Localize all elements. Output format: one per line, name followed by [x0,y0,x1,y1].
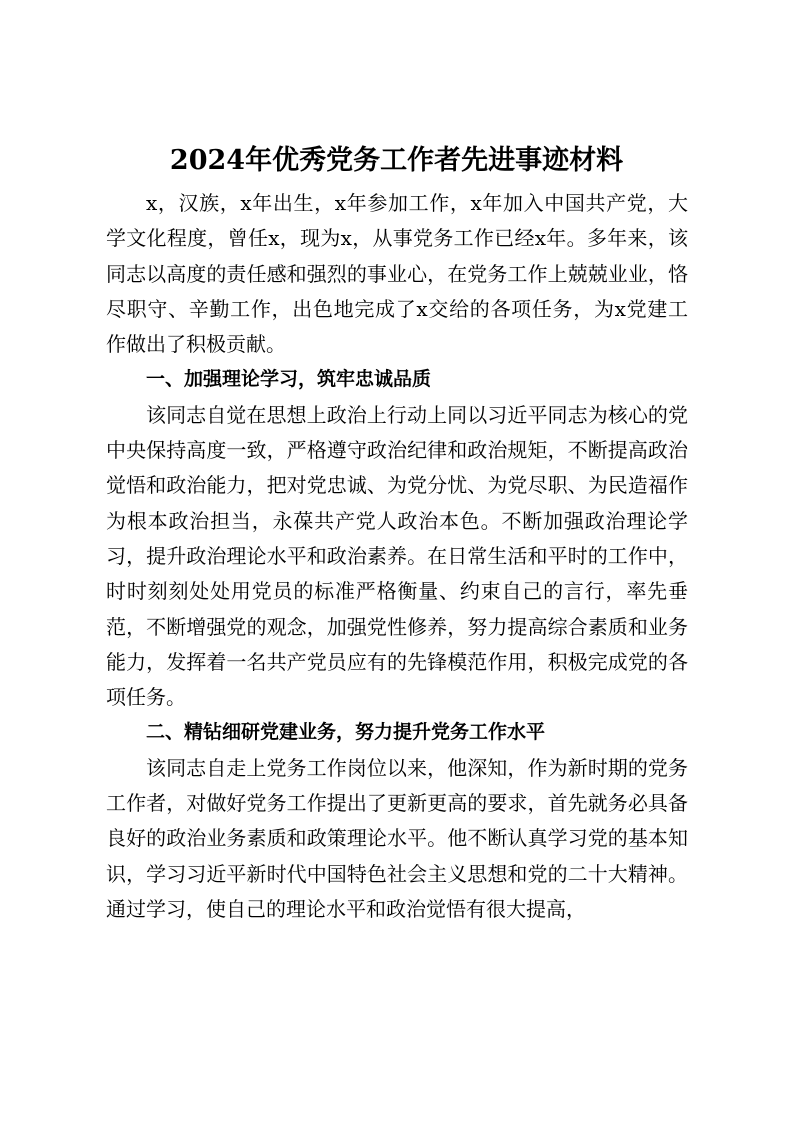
section-1-heading: 一、加强理论学习，筑牢忠诚品质 [146,368,432,391]
document-body [106,186,688,927]
document-title: 2024年优秀党务工作者先进事迹材料 [169,145,624,176]
section-2-heading: 二、精钻细研党建业务，努力提升党务工作水平 [146,721,546,744]
section-2-paragraph: 该同志自走上党务工作岗位以来，他深知，作为新时期的党务工作者，对做好党务工作提出了更新更高的要求，首先就务必具备良好的政治业务素质和政策理论水平。他不断认真学习党的基本知识，学习习近平新时代中国特色社会主义思想和党的二十大精神。通过学习，使自己的理论水平和政治觉悟有很大提高， [106,755,688,921]
section-1-paragraph: 该同志自觉在思想上政治上行动上同以习近平同志为核心的党中央保持高度一致，严格遵守政治纪律和政治规矩，不断提高政治觉悟和政治能力，把对党忠诚、为党分忧、为党尽职、为民造福作为根本政治担当，永葆共产党人政治本色。不断加强政治理论学习，提升政治理论水平和政治素养。在日常生活和平时的工作中，时时刻刻处处用党员的标准严格衡量、约束自己的言行，率先垂范，不断增强党的观念，加强党性修养，努力提高综合素质和业务能力，发挥着一名共产党员应有的先锋模范作用，积极完成党的各项任务。 [106,402,688,710]
intro-paragraph: x，汉族，x年出生，x年参加工作，x年加入中国共产党，大学文化程度，曾任x，现为x，从事党务工作已经x年。多年来，该同志以高度的责任感和强烈的事业心，在党务工作上兢兢业业，恪尽职守、辛勤工作，出色地完成了x交给的各项任务，为x党建工作做出了积极贡献。 [106,191,688,357]
